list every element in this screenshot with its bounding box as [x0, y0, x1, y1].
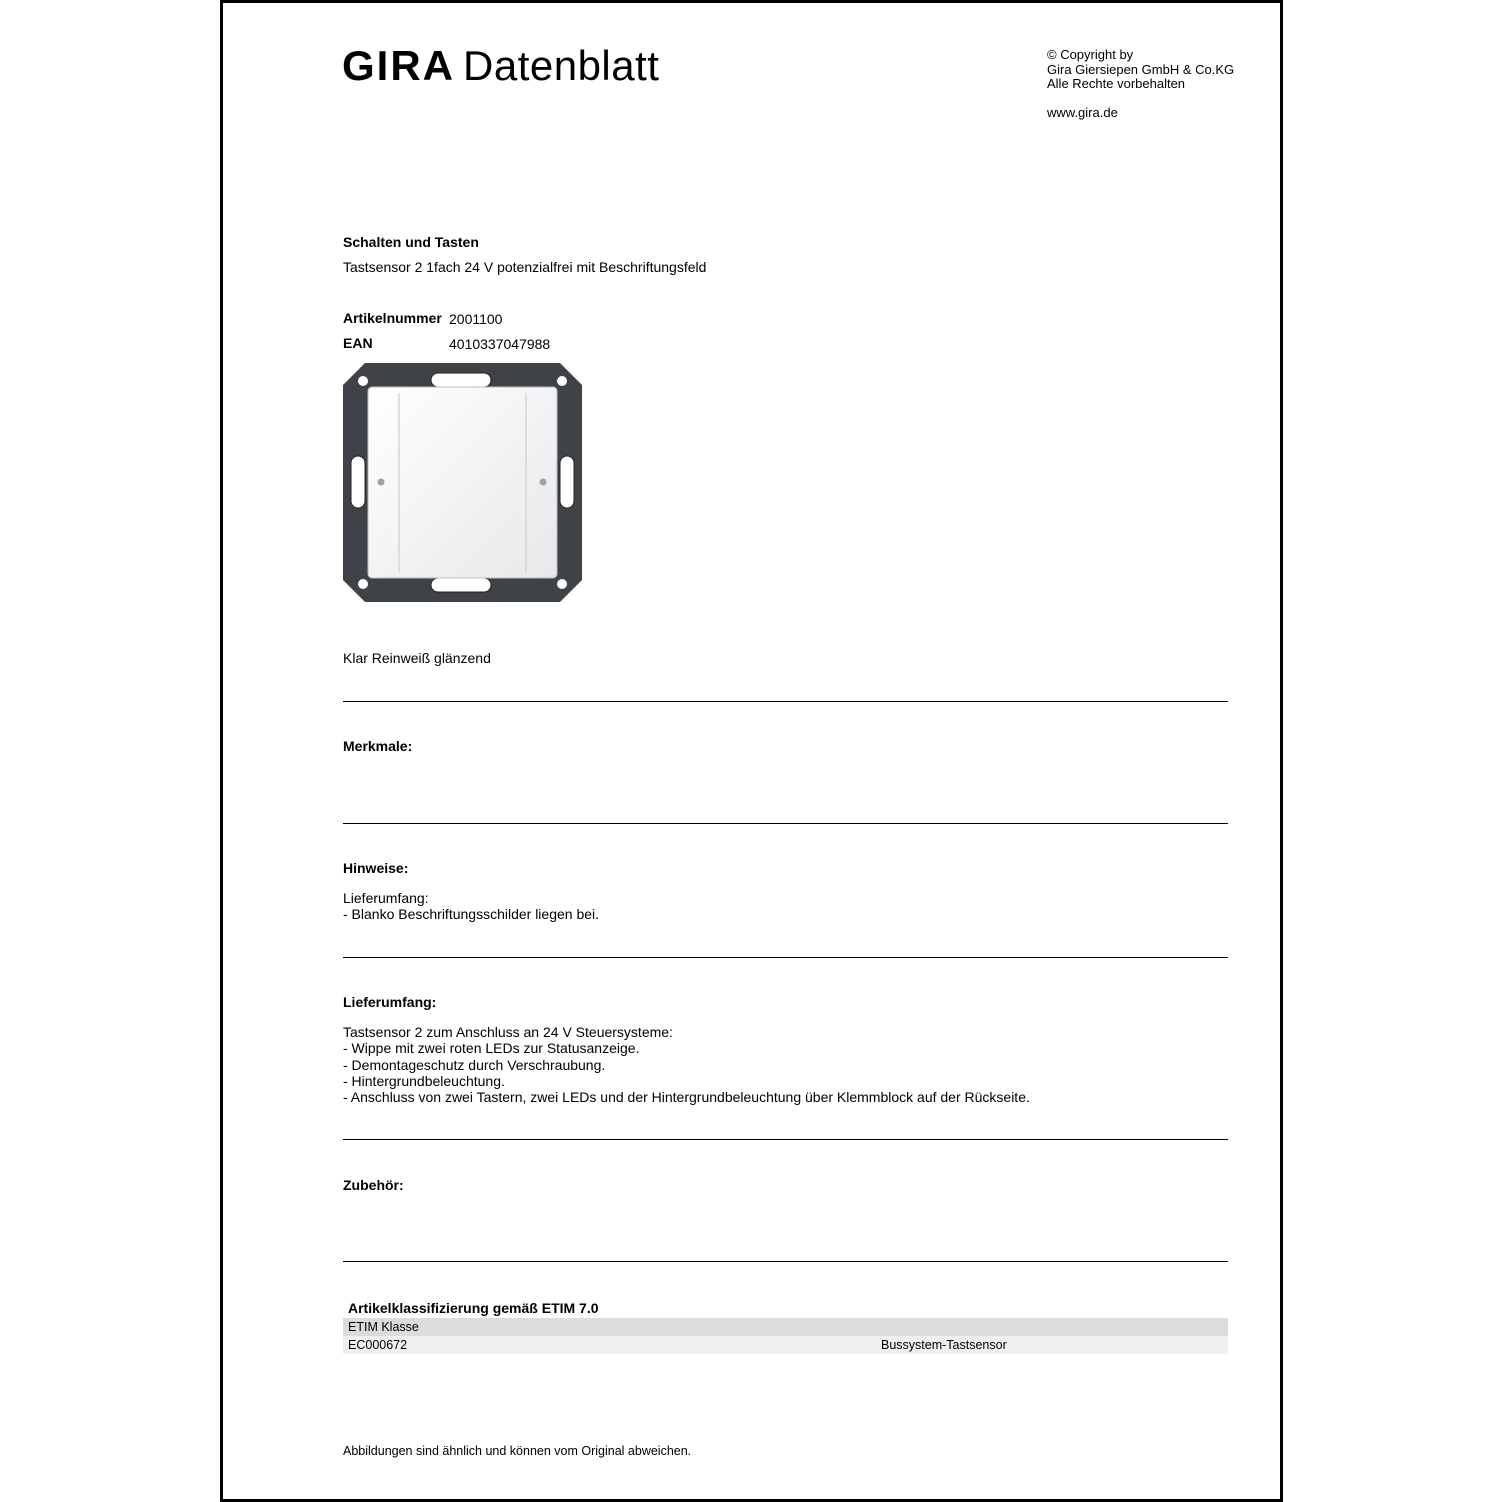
divider [343, 957, 1228, 958]
zubehoer-heading: Zubehör: [343, 1177, 404, 1193]
ean-label: EAN [343, 335, 373, 351]
etim-class-name: Bussystem-Tastsensor [876, 1336, 1228, 1354]
ean-value: 4010337047988 [449, 336, 551, 352]
etim-title: Artikelklassifizierung gemäß ETIM 7.0 [348, 1300, 599, 1316]
product-finish: Klar Reinweiß glänzend [343, 650, 491, 666]
etim-data-row [343, 1336, 1228, 1354]
rocker-plate [368, 387, 557, 578]
etim-header-row [343, 1318, 1228, 1336]
divider [343, 823, 1228, 824]
product-category: Schalten und Tasten [343, 234, 479, 250]
product-description: Tastsensor 2 1fach 24 V potenzialfrei mit Beschriftungsfeld [343, 259, 707, 275]
lieferumfang-heading: Lieferumfang: [343, 994, 437, 1010]
article-number-value: 2001100 [449, 311, 503, 327]
divider [343, 1139, 1228, 1140]
copyright-block [1047, 48, 1234, 92]
etim-header-cell: ETIM Klasse [343, 1318, 1228, 1336]
merkmale-heading: Merkmale: [343, 738, 413, 754]
etim-code: EC000672 [343, 1336, 876, 1354]
copyright-line: © Copyright by [1047, 47, 1134, 62]
lieferumfang-text: Tastsensor 2 zum Anschluss an 24 V Steuersysteme: - Wippe mit zwei roten LEDs zur Statusanzeige. - Demontageschutz durch Verschraubung. - Hintergrundbeleuchtung. - Anschluss von zwei Tastern, zwei LEDs und der Hintergrundbeleuchtung über Klemmblock auf der Rückseite. [343, 1024, 1030, 1106]
website-link[interactable]: www.gira.de [1047, 105, 1118, 120]
hinweise-text: Lieferumfang: - Blanko Beschriftungsschilder liegen bei. [343, 890, 600, 923]
hinweise-heading: Hinweise: [343, 860, 409, 876]
divider [343, 701, 1228, 702]
brand-name: GIRA [342, 42, 455, 89]
product-image [343, 363, 582, 602]
gira-logo [342, 40, 659, 92]
article-number-label: Artikelnummer [343, 310, 442, 326]
document-title: Datenblatt [463, 42, 660, 89]
etim-table [343, 1318, 1228, 1354]
footer-disclaimer: Abbildungen sind ähnlich und können vom Original abweichen. [343, 1444, 692, 1458]
copyright-line: Gira Giersiepen GmbH & Co.KG [1047, 61, 1235, 77]
copyright-line: Alle Rechte vorbehalten [1047, 76, 1186, 91]
divider [343, 1261, 1228, 1262]
